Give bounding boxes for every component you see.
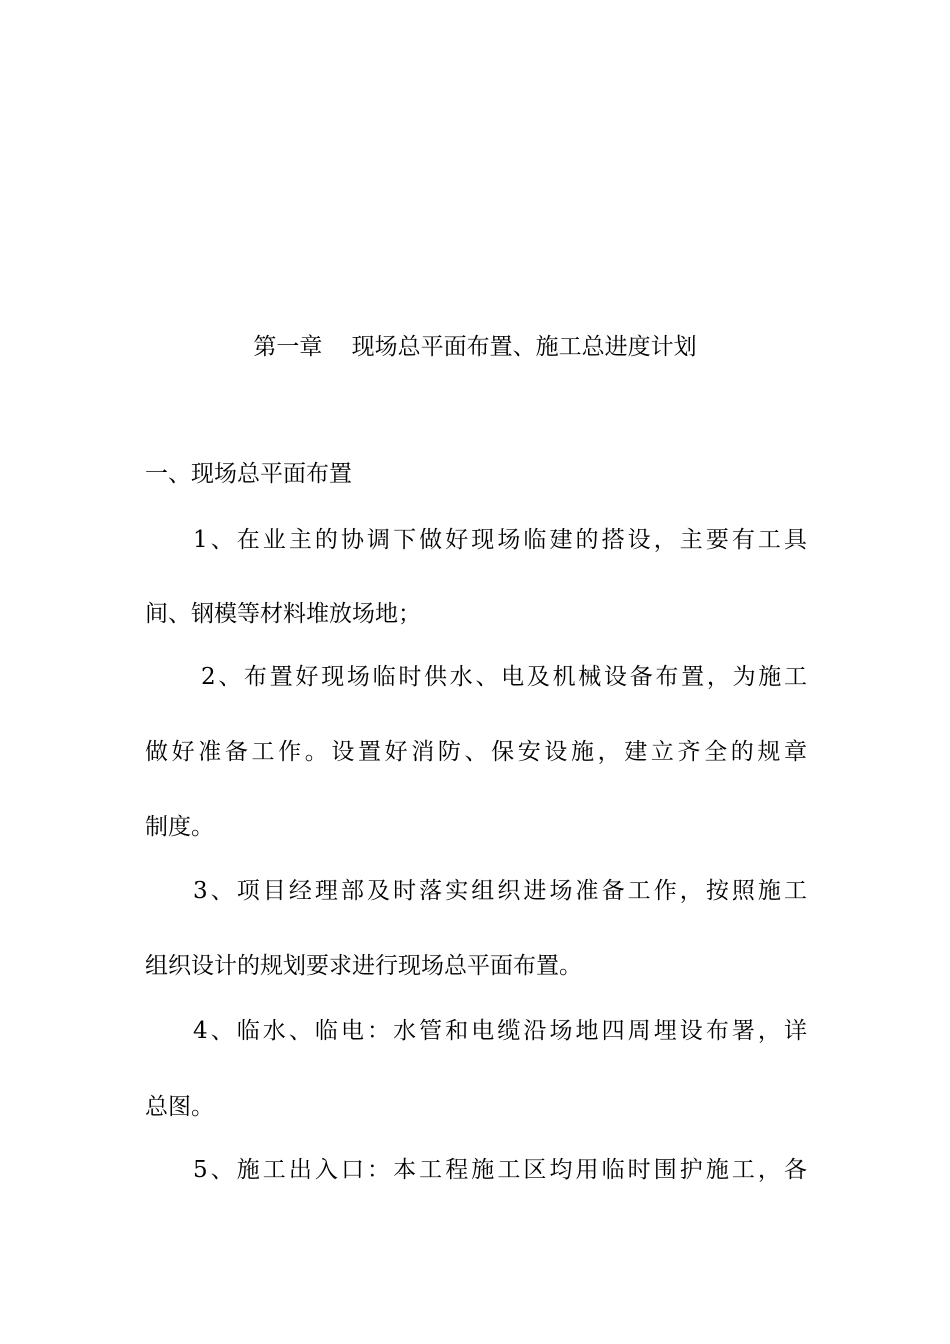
paragraph-line-10: 5、施工出入口：本工程施工区均用临时围护施工，各 xyxy=(193,1157,807,1183)
paragraph-line-2: 间、钢模等材料堆放场地； xyxy=(145,601,421,627)
paragraph-line-3: 2、布置好现场临时供水、电及机械设备布置，为施工 xyxy=(201,664,807,690)
paragraph-line-4: 做好准备工作。设置好消防、保安设施，建立齐全的规章 xyxy=(145,739,807,765)
paragraph-line-6: 3、项目经理部及时落实组织进场准备工作，按照施工 xyxy=(193,878,807,904)
section-heading: 一、现场总平面布置 xyxy=(145,461,352,487)
paragraph-line-5: 制度。 xyxy=(145,814,214,840)
paragraph-line-7: 组织设计的规划要求进行现场总平面布置。 xyxy=(145,953,582,979)
chapter-title: 第一章 现场总平面布置、施工总进度计划 xyxy=(253,334,697,360)
paragraph-line-1: 1、在业主的协调下做好现场临建的搭设，主要有工具 xyxy=(193,527,807,553)
paragraph-line-8: 4、临水、临电：水管和电缆沿场地四周埋设布署，详 xyxy=(193,1018,807,1044)
paragraph-line-9: 总图。 xyxy=(145,1094,214,1120)
